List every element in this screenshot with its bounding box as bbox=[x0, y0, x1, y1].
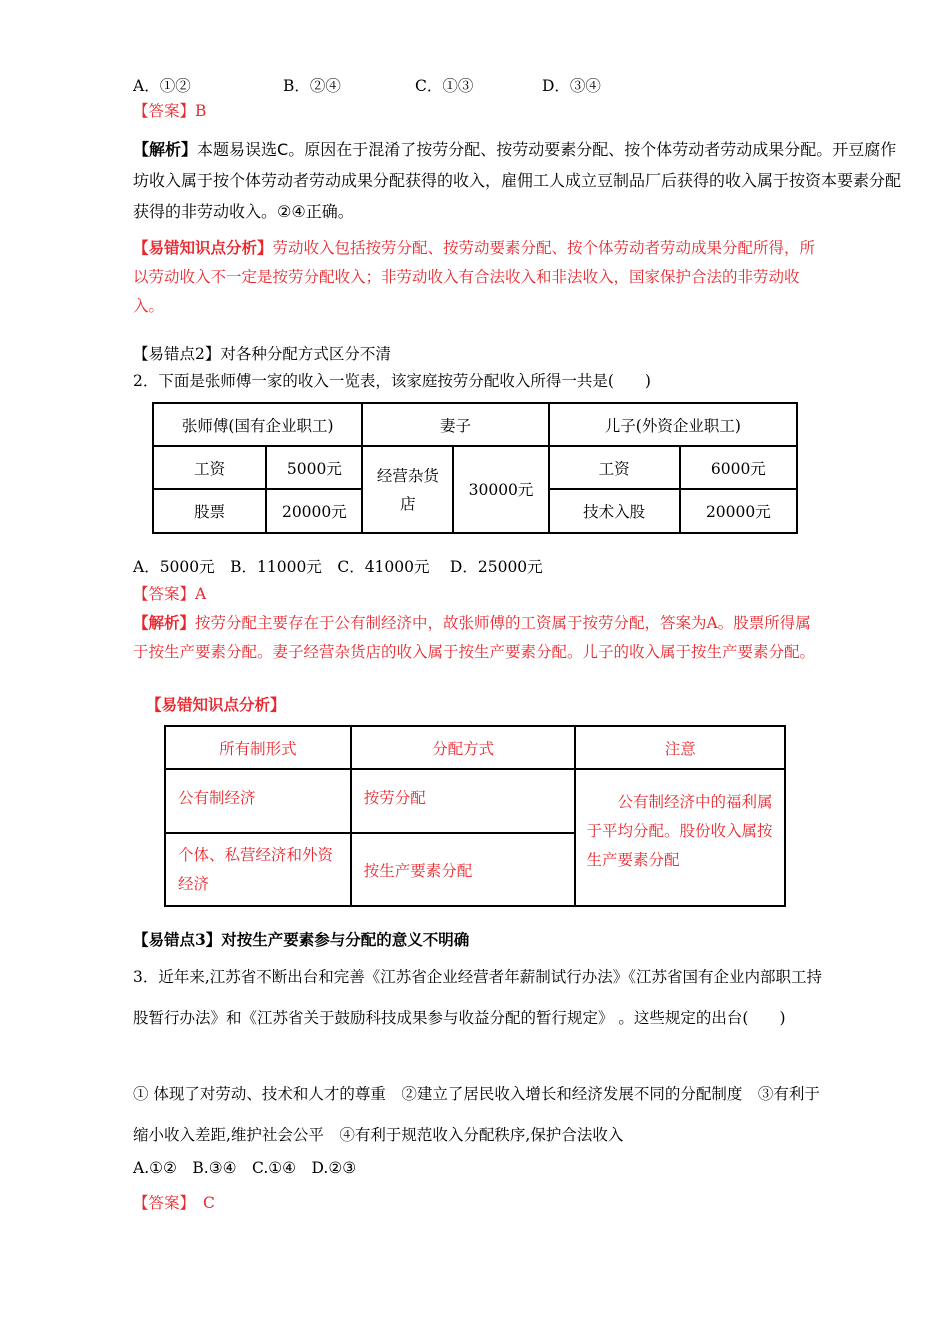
answer-tag: 【答案】 bbox=[133, 585, 196, 603]
cell-wife-business-label: 经营杂货店 bbox=[362, 446, 453, 533]
cell-son-wage-label: 工资 bbox=[549, 446, 680, 489]
knowledge-text: 劳动收入包括按劳分配、按劳动要素分配、按个体劳动者劳动成果分配所得，所以劳动收入不一定是按劳分配收入；非劳动收入有合法收入和非法收入，国家保护合法的非劳动收入。 bbox=[133, 239, 816, 315]
point2-knowledge-tag: 【易错知识点分析】 bbox=[146, 695, 286, 714]
cell-zhang-wage-label: 工资 bbox=[153, 446, 266, 489]
point2-title: 【易错点2】对各种分配方式区分不清 bbox=[133, 345, 391, 363]
k-header-distribution: 分配方式 bbox=[351, 726, 576, 769]
k-header-note: 注意 bbox=[575, 726, 785, 769]
answer-value: B bbox=[195, 102, 207, 120]
k-cell-public: 公有制经济 bbox=[165, 769, 351, 833]
answer-value: A bbox=[195, 585, 207, 603]
q1-option-a: A．①② bbox=[133, 77, 191, 95]
knowledge-tag: 【易错知识点分析】 bbox=[133, 238, 273, 257]
point3-options: A.①② B.③④ C.①④ D.②③ bbox=[133, 1159, 357, 1177]
header-zhang: 张师傅(国有企业职工) bbox=[153, 403, 362, 446]
point3-title-text: 【易错点3】对按生产要素参与分配的意义不明确 bbox=[133, 930, 470, 949]
analysis-text: 按劳分配主要存在于公有制经济中，故张师傅的工资属于按劳分配，答案为A。股票所得属于按生产要素分配。妻子经营杂货店的收入属于按生产要素分配。儿子的收入属于按生产要素分配。 bbox=[133, 614, 816, 661]
k-cell-note: 公有制经济中的福利属于平均分配。股份收入属按生产要素分配 bbox=[575, 769, 785, 906]
cell-zhang-wage-value: 5000元 bbox=[266, 446, 362, 489]
q1-option-b: B．②④ bbox=[283, 77, 341, 95]
analysis-text: 本题易误选C。原因在于混淆了按劳分配、按劳动要素分配、按个体劳动者劳动成果分配。开豆腐作坊收入属于按个体劳动者劳动成果分配获得的收入，雇佣工人成立豆制品厂后获得的收入属于按资本要素分配获得的非劳动收入。②④正确。 bbox=[133, 140, 902, 221]
header-son: 儿子(外资企业职工) bbox=[549, 403, 797, 446]
knowledge-table bbox=[164, 725, 786, 907]
analysis-tag: 【解析】 bbox=[133, 613, 196, 632]
analysis-tag: 【解析】 bbox=[133, 140, 198, 159]
q1-answer bbox=[133, 101, 206, 121]
header-wife: 妻子 bbox=[362, 403, 548, 446]
point2-analysis bbox=[133, 608, 825, 667]
cell-son-tech-value: 20000元 bbox=[680, 489, 797, 533]
k-header-ownership: 所有制形式 bbox=[165, 726, 351, 769]
point3-statements: ① 体现了对劳动、技术和人才的尊重 ②建立了居民收入增长和经济发展不同的分配制度 ③有利于缩小收入差距,维护社会公平 ④有利于规范收入分配秩序,保护合法收入 bbox=[133, 1085, 820, 1144]
cell-zhang-stock-label: 股票 bbox=[153, 489, 266, 533]
point2-options: A．5000元 B．11000元 C．41000元 D．25000元 bbox=[133, 558, 543, 576]
point3-question: 3．近年来,江苏省不断出台和完善《江苏省企业经营者年薪制试行办法》《江苏省国有企业内部职工持股暂行办法》和《江苏省关于鼓励科技成果参与收益分配的暂行规定》 。这些规定的出台( ) bbox=[133, 968, 823, 1027]
cell-wife-business-value: 30000元 bbox=[453, 446, 548, 533]
answer-value: C bbox=[203, 1194, 215, 1212]
q1-knowledge bbox=[133, 233, 825, 321]
q1-option-d: D．③④ bbox=[542, 77, 601, 95]
q1-analysis bbox=[133, 134, 908, 227]
point2-question: 2．下面是张师傅一家的收入一览表，该家庭按劳分配收入所得一共是( ) bbox=[133, 372, 651, 390]
k-cell-private: 个体、私营经济和外资经济 bbox=[165, 833, 351, 906]
k-cell-by-labor: 按劳分配 bbox=[351, 769, 576, 833]
answer-tag: 【答案】 bbox=[133, 102, 196, 120]
point2-answer bbox=[133, 584, 206, 604]
point3-title bbox=[133, 930, 469, 950]
point3-answer bbox=[133, 1193, 215, 1213]
cell-son-wage-value: 6000元 bbox=[680, 446, 797, 489]
k-cell-by-factors: 按生产要素分配 bbox=[351, 833, 576, 906]
answer-tag: 【答案】 bbox=[133, 1194, 196, 1212]
q1-option-c: C．①③ bbox=[415, 77, 474, 95]
cell-zhang-stock-value: 20000元 bbox=[266, 489, 362, 533]
cell-son-tech-label: 技术入股 bbox=[549, 489, 680, 533]
income-table bbox=[152, 402, 798, 534]
